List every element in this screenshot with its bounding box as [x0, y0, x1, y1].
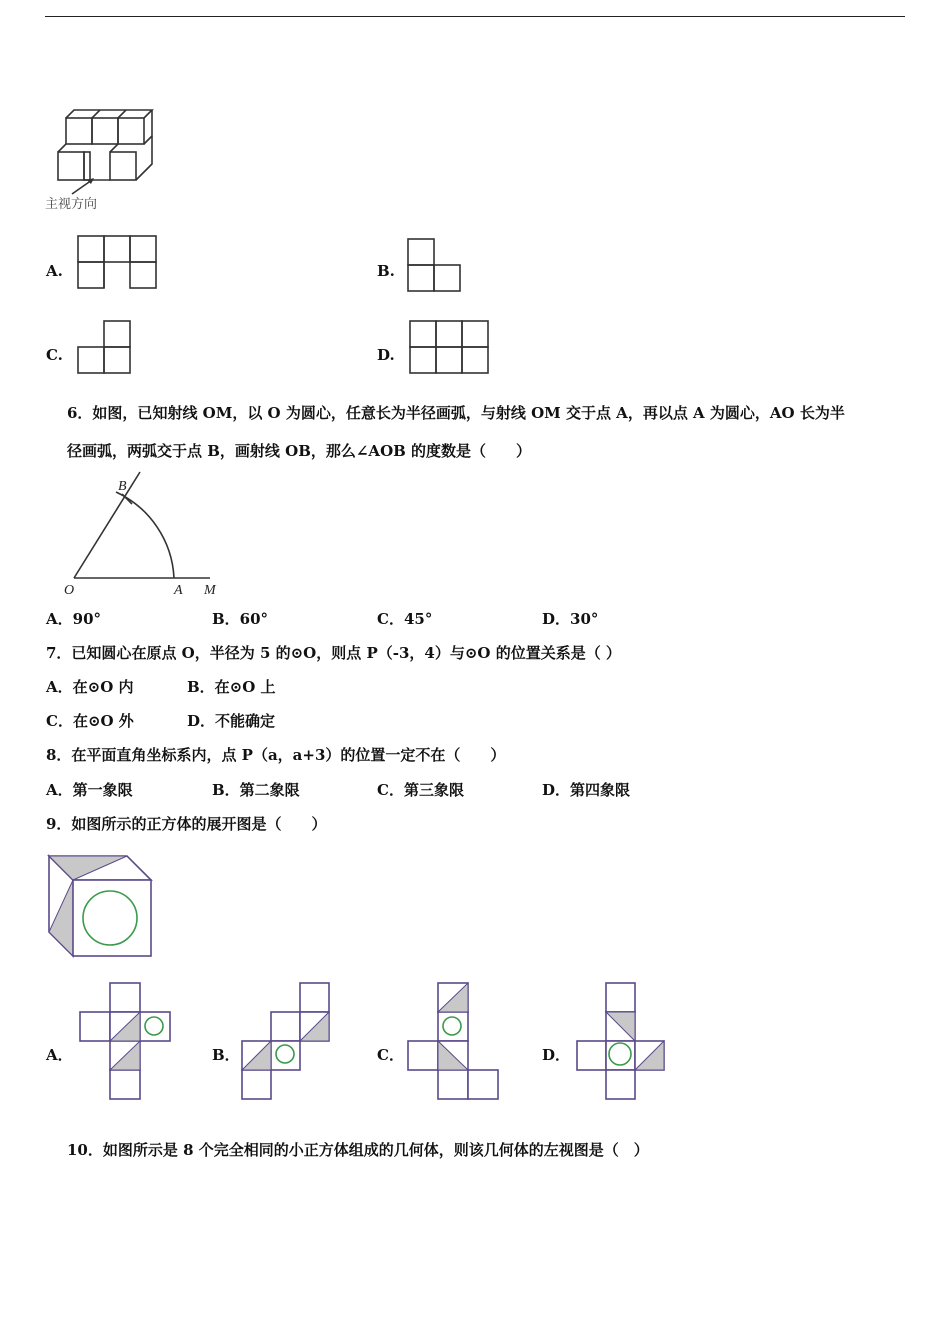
- q9-option-c-label: C．: [377, 1046, 404, 1064]
- q6-option-a: A．90°: [46, 610, 102, 628]
- q9-question: 9．如图所示的正方体的展开图是（ ）: [46, 815, 327, 833]
- q9-option-b-net: [238, 980, 338, 1102]
- q6-label-m: M: [204, 583, 216, 598]
- q9-option-a-label: A．: [46, 1046, 73, 1064]
- q5-option-c-figure: [77, 320, 133, 375]
- q7-option-d: D．不能确定: [187, 712, 276, 730]
- q9-option-c-net: [404, 980, 504, 1102]
- q5-option-d-figure: [409, 320, 491, 375]
- q10-question: 10．如图所示是 8 个完全相同的小正方体组成的几何体，则该几何体的左视图是（ ）: [67, 1141, 649, 1159]
- q8-option-a: A．第一象限: [46, 781, 133, 799]
- header-rule: [45, 16, 905, 17]
- q6-question-line1: 6．如图，已知射线 OM，以 O 为圆心，任意长为半径画弧，与射线 OM 交于点 A，再以点 A 为圆心，AO 长为半: [67, 404, 845, 422]
- q9-option-b-label: B．: [212, 1046, 240, 1064]
- q6-option-b: B．60°: [212, 610, 269, 628]
- q5-option-a-figure: [77, 235, 157, 290]
- q5-option-d-label: D.: [377, 346, 395, 364]
- q5-option-c-label: C.: [46, 346, 63, 364]
- q9-cube-figure: [45, 852, 155, 960]
- q9-option-a-net: [75, 980, 175, 1102]
- q5-figure-caption: 主视方向: [45, 197, 98, 212]
- q6-question-line2: 径画弧，两弧交于点 B，画射线 OB，那么∠AOB 的度数是（ ）: [67, 442, 532, 460]
- q7-option-c: C．在⊙O 外: [46, 712, 134, 730]
- q6-option-c: C．45°: [377, 610, 433, 628]
- q5-option-a-label: A.: [46, 262, 63, 280]
- q8-option-d: D．第四象限: [542, 781, 631, 799]
- q8-question: 8．在平面直角坐标系内，点 P（a，a+3）的位置一定不在（ ）: [46, 746, 506, 764]
- q9-option-d-net: [572, 980, 672, 1102]
- q8-option-b: B．第二象限: [212, 781, 300, 799]
- q7-option-b: B．在⊙O 上: [187, 678, 276, 696]
- q8-option-c: C．第三象限: [377, 781, 464, 799]
- q7-question: 7．已知圆心在原点 O，半径为 5 的⊙O，则点 P（-3，4）与⊙O 的位置关系是（ ）: [46, 644, 621, 662]
- q5-option-b-label: B.: [377, 262, 395, 280]
- q6-option-d: D．30°: [542, 610, 599, 628]
- q6-label-a: A: [174, 583, 183, 598]
- q6-construction-figure: [62, 470, 227, 598]
- q5-option-b-figure: [407, 238, 463, 293]
- q6-label-o: O: [64, 583, 75, 598]
- q7-option-a: A．在⊙O 内: [46, 678, 134, 696]
- q9-option-d-label: D．: [542, 1046, 571, 1064]
- q6-label-b: B: [118, 479, 127, 494]
